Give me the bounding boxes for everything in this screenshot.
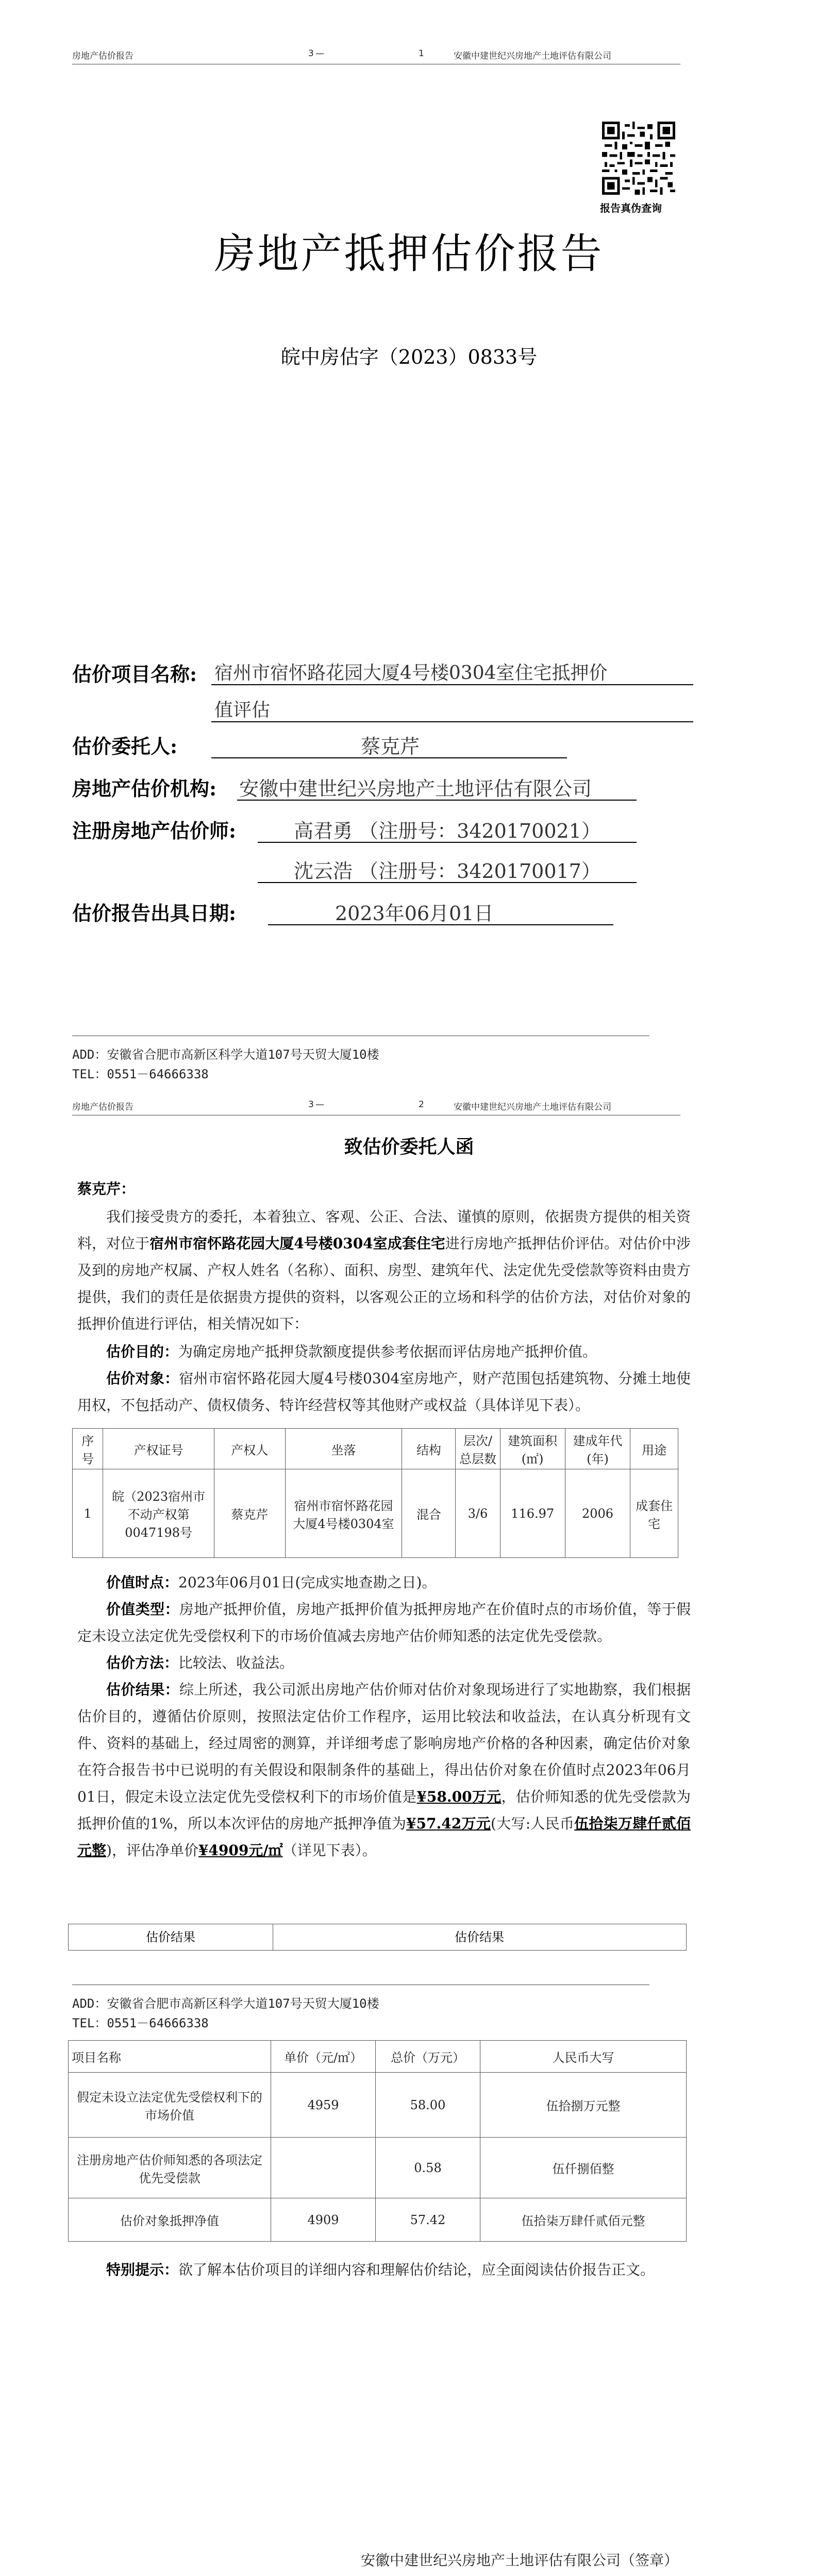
result-para: 估价结果：综上所述，我公司派出房地产估价师对估价对象现场进行了实地勘察，我们根据估价目的，遵循估价原则，按照法定估价工作程序，运用比较法和收益法，在认真分析现有文件、资料的基础上，经过周密的测算，并详细考虑了影响房地产价格的各种因素，确定估价对象在符合报告书中已说明的有关假设和限制条件的基础上，得出估价对象在价值时点2023年06月01日，假定未设立法定优先受偿权利下的市场价值是¥58.00万元，估价师知悉的优先受偿款为抵押价值的1%，所以本次评估的房地产抵押净值为¥57.42万元(大写:人民币伍拾柒万肆仟贰佰元整)，评估净单价¥4909元/㎡（详见下表）。 xyxy=(77,1681,691,1859)
property-table xyxy=(72,1428,678,1558)
field-agency-label: 房地产估价机构: xyxy=(72,777,217,800)
page-header-page-number: 1 xyxy=(419,48,424,59)
letter-title: 致估价委托人函 xyxy=(344,1136,474,1158)
page-header-page-number: 2 xyxy=(419,1099,424,1110)
col-use: 用途 xyxy=(630,1429,678,1469)
footer-address: ADD：安徽省合肥市高新区科学大道107号天贸大厦10楼 xyxy=(72,1047,379,1062)
table-row: 注册房地产估价师知悉的各项法定优先受偿款 0.58 伍仟捌佰整 xyxy=(69,2138,687,2198)
market-value: ¥58.00万元 xyxy=(416,1788,502,1805)
footer-address: ADD：安徽省合肥市高新区科学大道107号天贸大厦10楼 xyxy=(72,1996,379,2011)
net-value: ¥57.42万元 xyxy=(406,1815,491,1832)
value-date-para: 价值时点：2023年06月01日(完成实地查勘之日)。 xyxy=(106,1574,437,1591)
page-header-title: 房地产估价报告 xyxy=(72,51,133,61)
result-table xyxy=(68,2040,687,2242)
signature-company: 安徽中建世纪兴房地产土地评估有限公司（签章） xyxy=(361,2552,679,2569)
field-date-label: 估价报告出具日期: xyxy=(72,902,237,925)
field-client-label: 估价委托人: xyxy=(72,735,178,758)
special-note: 特别提示：欲了解本估价项目的详细内容和理解估价结论，应全面阅读估价报告正文。 xyxy=(106,2261,655,2278)
letter-salutation: 蔡克芹： xyxy=(77,1180,136,1197)
col-location: 坐落 xyxy=(285,1429,402,1469)
footer-tel: TEL：0551－64666338 xyxy=(72,2016,209,2030)
qr-code[interactable] xyxy=(602,122,675,195)
unit-price: ¥4909元/㎡ xyxy=(198,1842,283,1859)
report-number: 皖中房估字（2023）0833号 xyxy=(280,346,538,368)
field-appraiser-1: 高君勇 （注册号：3420170021） xyxy=(294,820,601,842)
field-appraiser-label: 注册房地产估价师: xyxy=(72,819,237,842)
table-row: 估价对象抵押净值 4909 57.42 伍拾柒万肆仟贰佰元整 xyxy=(69,2198,687,2242)
purpose-para: 估价目的：为确定房地产抵押贷款额度提供参考依据而评估房地产抵押价值。 xyxy=(106,1343,597,1360)
field-date-value: 2023年06月01日 xyxy=(335,902,494,925)
col-unit-price: 单价（元/㎡） xyxy=(271,2041,376,2073)
field-agency-value: 安徽中建世纪兴房地产土地评估有限公司 xyxy=(239,777,592,800)
page-header-company: 安徽中建世纪兴房地产土地评估有限公司 xyxy=(454,51,611,61)
footer-tel: TEL：0551－64666338 xyxy=(72,1067,209,1081)
field-project-value-cont: 值评估 xyxy=(214,700,271,721)
table-row: 假定未设立法定优先受偿权利下的市场价值 4959 58.00 伍拾捌万元整 xyxy=(69,2073,687,2138)
page-header-total: 3 xyxy=(308,1099,314,1110)
field-project-value: 宿州市宿怀路花园大厦4号楼0304室住宅抵押价 xyxy=(214,663,608,684)
net-value-chinese: 伍拾柒万肆仟贰佰元整 xyxy=(77,1815,691,1859)
property-address: 宿州市宿怀路花园大厦4号楼0304室成套住宅 xyxy=(149,1235,445,1252)
letter-intro: 我们接受贵方的委托，本着独立、客观、公正、合法、谨慎的原则，依据贵方提供的相关资料，对位于宿州市宿怀路花园大厦4号楼0304室成套住宅进行房地产抵押估价评估。对估价中涉及到的房地产权属、产权人姓名（名称）、面积、房型、建筑年代、法定优先受偿款等资料由贵方提供，我们的责任是依据贵方提供的资料，以客观公正的立场和科学的估价方法，对估价对象的抵押价值进行评估，相关情况如下： xyxy=(77,1208,691,1332)
col-total: 总价（万元） xyxy=(376,2041,480,2073)
report-title: 房地产抵押估价报告 xyxy=(214,230,604,278)
page-header-company: 安徽中建世纪兴房地产土地评估有限公司 xyxy=(454,1102,611,1112)
col-chinese: 人民币大写 xyxy=(480,2041,687,2073)
page-header-total: 3 xyxy=(308,48,314,59)
field-appraiser-2: 沈云浩 （注册号：3420170017） xyxy=(294,860,601,883)
object-para: 估价对象：宿州市宿怀路花园大厦4号楼0304室房地产，财产范围包括建筑物、分摊土地使用权，不包括动产、债权债务、特许经营权等其他财产或权益（具体详见下表）。 xyxy=(77,1370,691,1414)
col-owner: 产权人 xyxy=(214,1429,286,1469)
value-type-para: 价值类型：房地产抵押价值，房地产抵押价值为抵押房地产在价值时点的市场价值，等于假定未设立法定优先受偿权利下的市场价值减去房地产估价师知悉的法定优先受偿款。 xyxy=(77,1601,691,1645)
method-para: 估价方法：比较法、收益法。 xyxy=(106,1654,294,1671)
result-table-header-split: 估价结果 估价结果 xyxy=(68,1924,687,1951)
col-no: 序号 xyxy=(73,1429,103,1469)
col-year: 建成年代(年) xyxy=(565,1429,630,1469)
col-floor: 层次/总层数 xyxy=(456,1429,500,1469)
table-row: 1 皖（2023宿州市不动产权第0047198号 蔡克芹 宿州市宿怀路花园大厦4号楼0304室 混合 3/6 116.97 2006 成套住宅 xyxy=(73,1469,678,1558)
field-client-value: 蔡克芹 xyxy=(361,735,420,758)
col-area: 建筑面积(㎡) xyxy=(500,1429,565,1469)
qr-caption: 报告真伪查询 xyxy=(600,202,662,214)
col-item: 项目名称 xyxy=(69,2041,271,2073)
field-project-label: 估价项目名称: xyxy=(72,663,197,686)
col-cert: 产权证号 xyxy=(103,1429,214,1469)
page-header-title: 房地产估价报告 xyxy=(72,1102,133,1112)
col-structure: 结构 xyxy=(402,1429,456,1469)
